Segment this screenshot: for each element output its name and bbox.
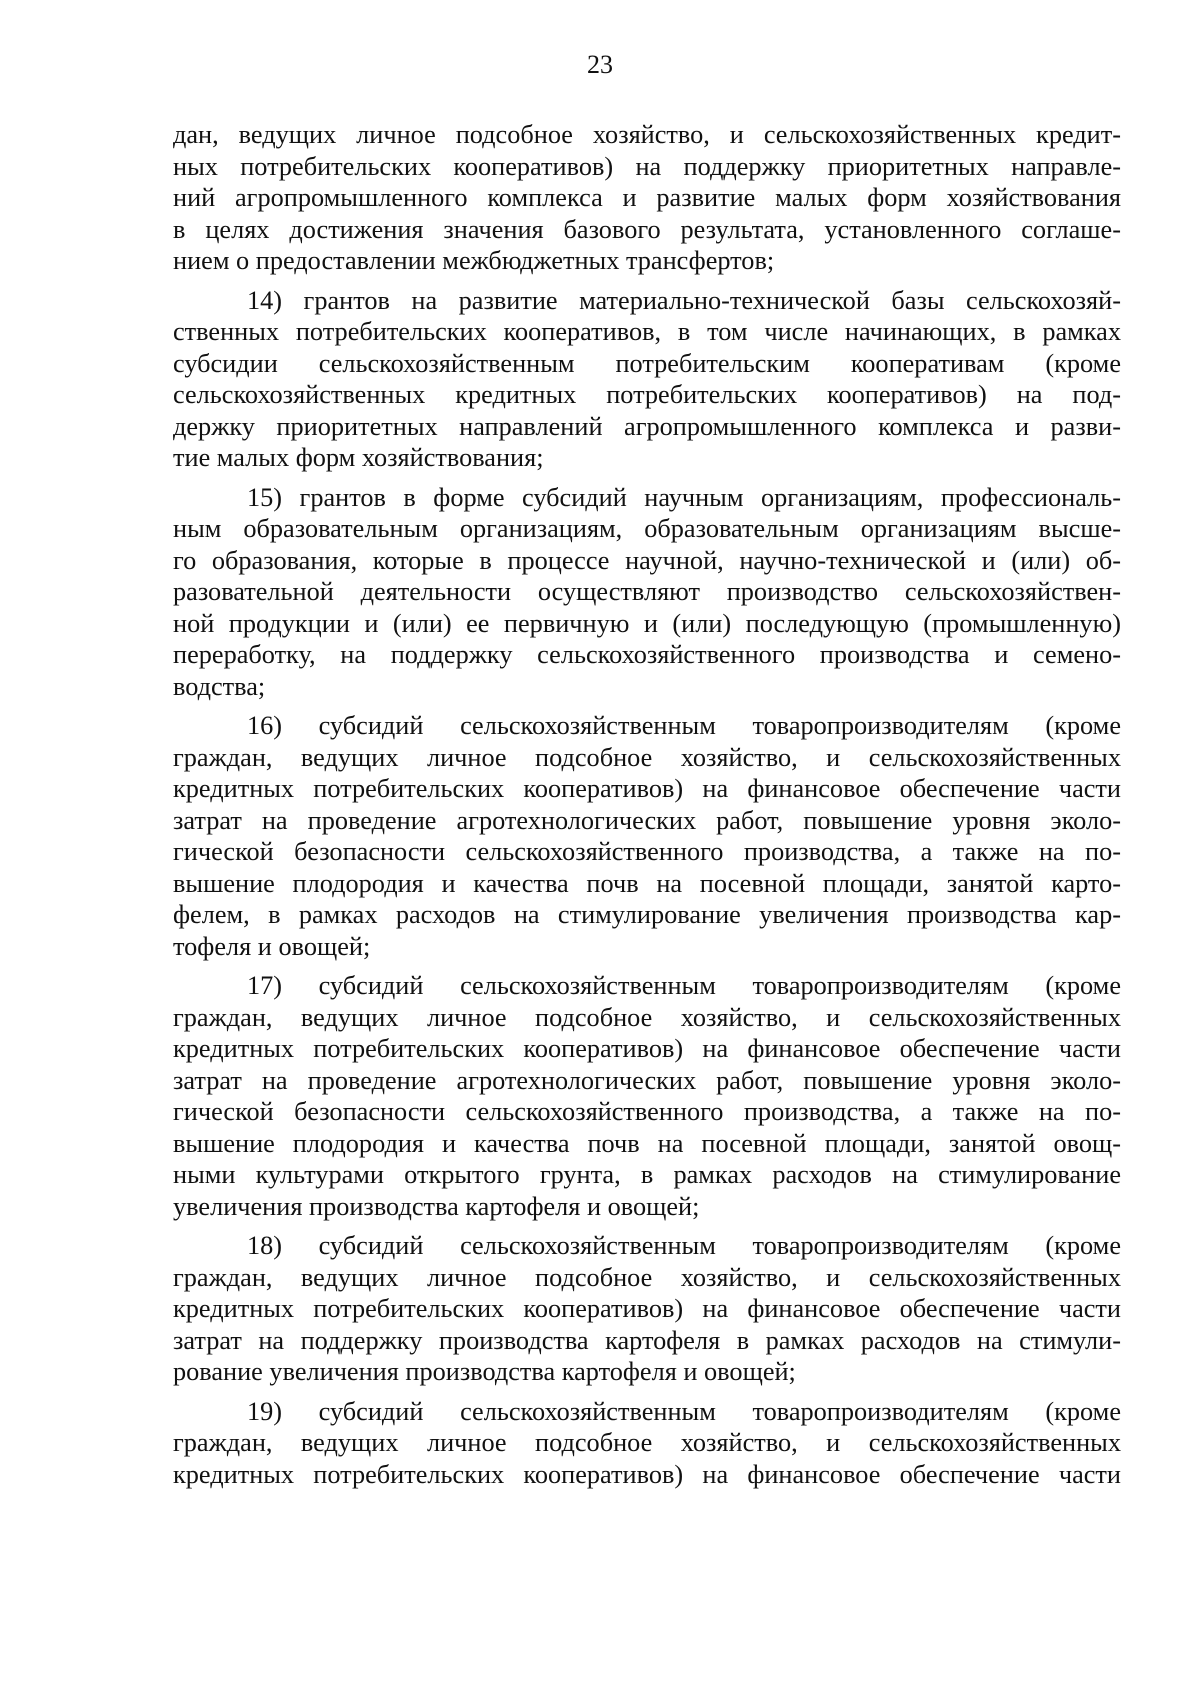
text-line: ственных потребительских кооперативов, в том числе начинающих, в рамках <box>173 317 1121 346</box>
text-line: ний агропромышленного комплекса и развитие малых форм хозяйствования <box>173 183 1121 212</box>
text-line: гической безопасности сельскохозяйственного производства, а также на по- <box>173 837 1121 866</box>
text-line: вышение плодородия и качества почв на посевной площади, занятой карто- <box>173 868 1121 898</box>
text-line: фелем, в рамках расходов на стимулирование увеличения производства кар- <box>173 900 1121 929</box>
text-line: граждан, ведущих личное подсобное хозяйство, и сельскохозяйственных <box>173 1002 1121 1032</box>
paragraph <box>173 1230 1121 1388</box>
text-line: ными культурами открытого грунта, в рамках расходов на стимулирование <box>173 1160 1121 1189</box>
text-line: 15) грантов в форме субсидий научным организациям, профессиональ- <box>247 482 1121 512</box>
text-line: переработку, на поддержку сельскохозяйственного производства и семено- <box>173 640 1121 669</box>
text-line: нием о предоставлении межбюджетных трансфертов; <box>173 246 775 275</box>
text-line: граждан, ведущих личное подсобное хозяйство, и сельскохозяйственных <box>173 1428 1121 1457</box>
text-line: 17) субсидий сельскохозяйственным товаропроизводителям (кроме <box>247 971 1121 1000</box>
text-line: увеличения производства картофеля и овощей; <box>173 1191 700 1221</box>
text-line: 14) грантов на развитие материально-технической базы сельскохозяй- <box>247 285 1121 315</box>
text-line: граждан, ведущих личное подсобное хозяйство, и сельскохозяйственных <box>173 742 1121 772</box>
text-line: кредитных потребительских кооперативов) на финансовое обеспечение части <box>173 1459 1121 1489</box>
text-line: затрат на проведение агротехнологических работ, повышение уровня эколо- <box>173 805 1121 835</box>
text-line: го образования, которые в процессе научной, научно-технической и (или) об- <box>173 545 1121 575</box>
paragraph <box>173 119 1121 277</box>
text-line: кредитных потребительских кооперативов) на финансовое обеспечение части <box>173 774 1121 803</box>
text-line: разовательной деятельности осуществляют производство сельскохозяйствен- <box>173 577 1121 606</box>
paragraph <box>173 970 1121 1222</box>
text-line: граждан, ведущих личное подсобное хозяйство, и сельскохозяйственных <box>173 1262 1121 1292</box>
text-line: ным образовательным организациям, образовательным организациям высше- <box>173 514 1121 543</box>
text-line: затрат на проведение агротехнологических работ, повышение уровня эколо- <box>173 1065 1121 1095</box>
text-line: 19) субсидий сельскохозяйственным товаропроизводителям (кроме <box>247 1396 1121 1426</box>
text-line: тие малых форм хозяйствования; <box>173 443 544 472</box>
page-number: 23 <box>587 50 613 79</box>
text-line: затрат на поддержку производства картофеля в рамках расходов на стимули- <box>173 1325 1121 1355</box>
document-body <box>173 119 1121 1498</box>
text-line: рование увеличения производства картофеля и овощей; <box>173 1357 796 1386</box>
text-line: сельскохозяйственных кредитных потребительских кооперативов) на под- <box>173 380 1121 409</box>
paragraph <box>173 285 1121 474</box>
text-line: держку приоритетных направлений агропромышленного комплекса и разви- <box>173 411 1121 441</box>
text-line: ных потребительских кооперативов) на поддержку приоритетных направле- <box>173 151 1121 181</box>
text-line: гической безопасности сельскохозяйственного производства, а также на по- <box>173 1097 1121 1126</box>
text-line: 18) субсидий сельскохозяйственным товаропроизводителям (кроме <box>247 1231 1121 1260</box>
text-line: дан, ведущих личное подсобное хозяйство, и сельскохозяйственных кредит- <box>173 120 1121 149</box>
text-line: в целях достижения значения базового результата, установленного соглаше- <box>173 214 1121 244</box>
text-line: водства; <box>173 671 266 701</box>
paragraph <box>173 710 1121 962</box>
text-line: ной продукции и (или) ее первичную и (или) последующую (промышленную) <box>173 608 1121 638</box>
text-line: субсидии сельскохозяйственным потребительским кооперативам (кроме <box>173 348 1121 378</box>
text-line: 16) субсидий сельскохозяйственным товаропроизводителям (кроме <box>247 711 1121 740</box>
text-line: вышение плодородия и качества почв на посевной площади, занятой овощ- <box>173 1128 1121 1158</box>
text-line: кредитных потребительских кооперативов) на финансовое обеспечение части <box>173 1034 1121 1063</box>
paragraph <box>173 482 1121 703</box>
text-line: тофеля и овощей; <box>173 931 371 961</box>
text-line: кредитных потребительских кооперативов) на финансовое обеспечение части <box>173 1294 1121 1323</box>
paragraph <box>173 1396 1121 1491</box>
